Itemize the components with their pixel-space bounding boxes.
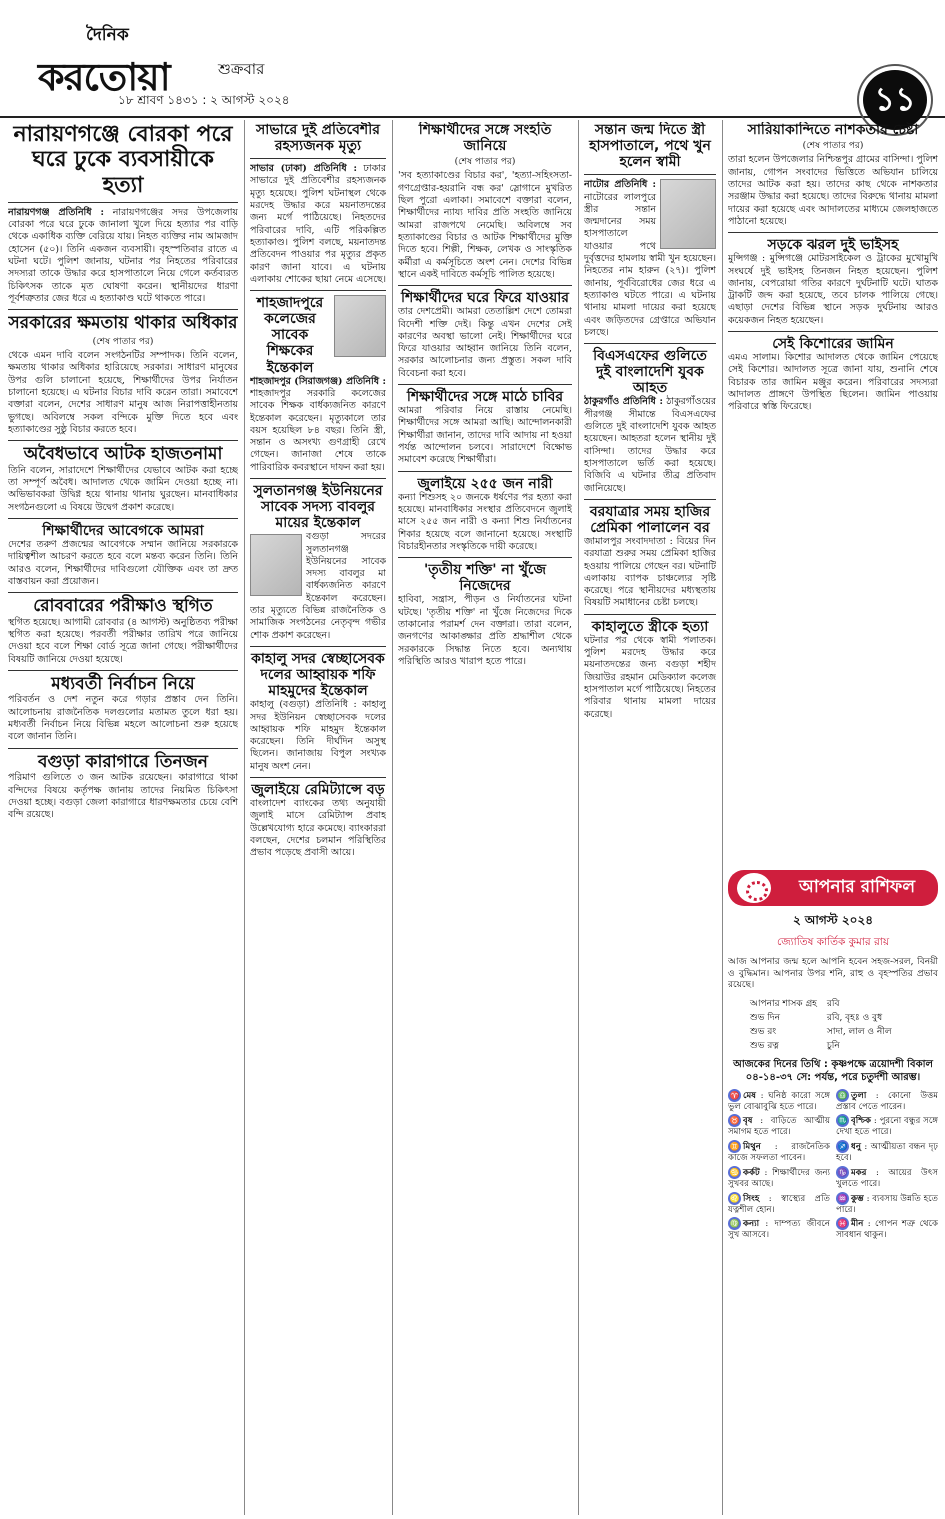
zodiac-sign: ♊ মিথুন : রাজনৈতিক কাজে সফলতা পাবেন। — [728, 1142, 830, 1164]
sign-text: কোনো উত্তম প্রস্তাব পেতে পারেন। — [836, 1090, 938, 1112]
continuation-note: (শেষ পাতার পর) — [92, 336, 154, 347]
article-body: মুন্সিগঞ্জ : মুন্সিগঞ্জে মোটরসাইকেল ও ট্রাকের মুখোমুখি সংঘর্ষে দুই ভাইসহ তিনজন নিহত হয়েছেন। পুলিশ জানায়, বেপরোয়া গতির কারণে দুর্ঘটনাটি ঘটে। ঘাতক ট্রাকটি জব্দ করা হয়েছে, তবে চালক পালিয়ে গেছে। এছাড়া দেশের বিভিন্ন স্থানে সড়ক দুর্ঘটনায় আরও কয়েকজন নিহত হয়েছেন। — [728, 253, 938, 326]
divider — [584, 174, 716, 175]
headline-teen-bail: সেই কিশোরের জামিন — [772, 336, 894, 353]
column-divider — [244, 120, 245, 1515]
article-body: 'সব হত্যাকাণ্ডের বিচার কর', 'হত্যা-সহিংসতা-গণগ্রেপ্তার-হয়রানি বন্ধ কর' স্লোগানে মুখরিত ছিল পুরো এলাকা। সমাবেশে বক্তারা বলেন, শিক্ষার্থীদের ন্যায্য দাবির প্রতি সংহতি জানিয়ে আমরা রাজপথে নেমেছি। অবিলম্বে সব হত্যাকাণ্ডের বিচার ও আটক শিক্ষার্থীদের মুক্তি দিতে হবে। শিল্পী, শিক্ষক, লেখক ও সাংস্কৃতিক কর্মীরা এ কর্মসূচিতে অংশ নেন। দেশের বিভিন্ন স্থানে একই দাবিতে কর্মসূচি পালিত হয়েছে। — [398, 170, 572, 280]
sign-text: স্বাস্থ্যের প্রতি যত্নশীল হোন। — [728, 1193, 831, 1215]
zodiac-icon: ♌ — [729, 1193, 740, 1203]
zodiac-sign: ♉ বৃষ : বাড়িতে আত্মীয় সমাগম হতে পারে। — [728, 1116, 831, 1138]
divider — [250, 777, 386, 778]
column-1 — [8, 122, 238, 1512]
planet-value: সাদা, লাল ও নীল — [826, 1026, 892, 1037]
sign-text: শিক্ষার্থীদের জন্য সুখবর আছে। — [728, 1167, 830, 1189]
sign-name: কর্কট — [743, 1167, 760, 1178]
divider — [398, 557, 572, 558]
article-body: স্থগিত হয়েছে। আগামী রোববার (৪ আগস্ট) অনুষ্ঠিতব্য পরীক্ষা স্থগিত করা হয়েছে। পরবর্তী পরীক্ষার তারিখ পরে জানিয়ে দেওয়া হবে বলে শিক্ষা বোর্ড সূত্রে জানা গেছে। পরীক্ষার্থীদের বিষয়টি জানিয়ে দেওয়া হয়েছে। — [8, 616, 238, 665]
headline-road-accident: সড়কে ঝরল দুই ভাইসহ — [767, 237, 899, 254]
planet-label: আপনার শাসক গ্রহ — [750, 998, 817, 1009]
article-body: শাহজাদপুর সরকারি কলেজের সাবেক শিক্ষক বার্ধক্যজনিত কারণে ইন্তেকাল করেছেন। মৃত্যুকালে তার বয়স হয়েছিল ৮৪ বছর। তিনি স্ত্রী, সন্তান ও অসংখ্য গুণগ্রাহী রেখে গেছেন। জানাজা শেষে তাকে পারিবারিক কবরস্থানে দাফন করা হয়। — [250, 387, 386, 473]
logo-small-text: দৈনিক — [86, 25, 129, 45]
article-body: দেশের তরুণ প্রজন্মের আবেগকে সম্মান জানিয়ে সরকারকে দায়িত্বশীল আচরণ করতে হবে বলে মন্তব্য করেন তিনি। তিনি আরও বলেন, শিক্ষার্থীদের দাবিগুলো যৌক্তিক এবং তা দ্রুত বাস্তবায়ন করা প্রয়োজন। — [8, 539, 238, 587]
article-body: নাটোরের লালপুরে স্ত্রীর সন্তান জন্মদানের সময় হাসপাতালে যাওয়ার পথে দুর্বৃত্তদের হামলায় স্বামী খুন হয়েছেন। নিহতের নাম হারুন (২৭)। পুলিশ জানায়, পূর্ববিরোধের জের ধরে এ হত্যাকাণ্ড ঘটতে পারে। এ ঘটনায় থানায় মামলা দায়ের করা হয়েছে এবং জড়িতদের গ্রেপ্তারে অভিযান চলছে। — [584, 191, 716, 338]
column-3 — [398, 122, 572, 1512]
divider — [8, 592, 238, 593]
headline-student-emotion: শিক্ষার্থীদের আবেগকে আমরা — [42, 522, 204, 539]
horoscope-author: জ্যোতিষ কার্তিক কুমার রায় — [776, 936, 890, 948]
zodiac-icon: ♒ — [837, 1193, 848, 1203]
sign-name: মেষ — [743, 1090, 756, 1101]
sign-name: বৃশ্চিক — [851, 1116, 872, 1127]
sign-text: বাড়িতে আত্মীয় সমাগম হতে পারে। — [728, 1116, 831, 1138]
planet-value: চুনি — [826, 1040, 840, 1051]
continuation-note: (শেষ পাতার পর) — [802, 141, 864, 152]
article-body: কন্যা শিশুসহ ২০ জনকে ধর্ষণের পর হত্যা করা হয়েছে। মানবাধিকার সংস্থার প্রতিবেদনে জুলাই মাসে ২৫৫ জন নারী ও কন্যা শিশু নির্যাতনের শিকার হয়েছে বলে জানানো হয়েছে। সংস্থাটি বিচারহীনতার সংস্কৃতিকে দায়ী করেছে। — [398, 491, 572, 552]
horoscope-title: আপনার রাশিফল — [728, 870, 938, 906]
zodiac-sign: ♒ কুম্ভ : ব্যবসায় উন্নতি হতে পারে। — [836, 1193, 938, 1215]
divider — [398, 285, 572, 286]
divider — [584, 343, 716, 344]
page-number: ১১ — [863, 70, 927, 130]
article-body: নারায়ণগঞ্জের সদর উপজেলায় বোরকা পরে ঘরে ঢুকে জানালা খুলে দিয়ে হত্যার পর বাড়ি থেকে একাধিক ব্যক্তি বেরিয়ে যায়। নিহত ব্যক্তির নাম আমজাদ হোসেন (৫০)। তিনি একজন ব্যবসায়ী। বৃহস্পতিবার রাতে এ ঘটনা ঘটে। পুলিশ জানায়, ঘটনার পর নিহতের পরিবারের সদস্যরা তাকে উদ্ধার করে হাসপাতালে নিয়ে গেলে কর্তব্যরত চিকিৎসক তাকে মৃত ঘোষণা করেন। স্থানীয়দের ধারণা পূর্বশত্রুতার জের ধরে এ হত্যাকাণ্ড ঘটে থাকতে পারে। — [8, 206, 238, 304]
sign-name: সিংহ — [743, 1193, 760, 1204]
zodiac-icon: ♎ — [837, 1090, 848, 1100]
headline-july-women: জুলাইয়ে ২৫৫ জন নারী — [417, 475, 553, 492]
article-body: আমরা পরিবার নিয়ে রাস্তায় নেমেছি। শিক্ষার্থীদের সঙ্গে আমরা আছি। আন্দোলনকারী শিক্ষার্থীরা জানান, তাদের দাবি আদায় না হওয়া পর্যন্ত আন্দোলন চলবে। সারাদেশে বিক্ষোভ সমাবেশ করেছে শিক্ষার্থীরা। — [398, 405, 572, 466]
byline: নারায়ণগঞ্জ প্রতিনিধি : — [8, 206, 104, 218]
divider — [8, 518, 238, 519]
article-body: কাহালু (বগুড়া) প্রতিনিধি : কাহালু সদর ইউনিয়ন স্বেচ্ছাসেবক দলের আহ্বায়ক শফি মাহমুদ ইন্তেকাল করেছেন। তিনি দীর্ঘদিন অসুস্থ ছিলেন। জানাজায় বিপুল সংখ্যক মানুষ অংশ নেন। — [250, 699, 386, 772]
sign-name: মিথুন — [743, 1142, 761, 1153]
headline-bsf: বিএসএফের গুলিতে দুই বাংলাদেশি যুবক আহত — [593, 348, 707, 397]
zodiac-sign: ♌ সিংহ : স্বাস্থ্যের প্রতি যত্নশীল হোন। — [728, 1193, 831, 1215]
headline-government: সরকারের ক্ষমতায় থাকার অধিকার — [8, 313, 238, 334]
planet-value: রবি, বৃহঃ ও বুধ — [826, 1012, 883, 1023]
byline: নাটোর প্রতিনিধি : — [584, 179, 656, 191]
headline-midterm-election: মধ্যবর্তী নির্বাচন নিয়ে — [51, 673, 195, 694]
zodiac-sign: ♋ কর্কট : শিক্ষার্থীদের জন্য সুখবর আছে। — [728, 1167, 830, 1189]
column-5 — [728, 122, 938, 862]
article-body: তারা হলেন উপজেলার নিশ্চিন্তপুর গ্রামের বাসিন্দা। পুলিশ জানায়, গোপন সংবাদের ভিত্তিতে অভিযান চালিয়ে তাদের আটক করা হয়। তাদের কাছ থেকে নাশকতার সরঞ্জাম উদ্ধার করা হয়েছে। তাদের বিরুদ্ধে থানায় মামলা দায়ের করা হয়েছে এবং আদালতের মাধ্যমে জেলহাজতে পাঠানো হয়েছে। — [728, 154, 938, 227]
article-body: পরিমাণ গুলিতে ৩ জন আটক রয়েছেন। কারাগারে থাকা বন্দিদের বিষয়ে কর্তৃপক্ষ জানায় তাদের নিয়মিত চিকিৎসা দেওয়া হচ্ছে। বগুড়া জেলা কারাগারে ধারণক্ষমতার চেয়ে বেশি বন্দি রয়েছে। — [8, 772, 238, 821]
headline-remittance: জুলাইয়ে রেমিট্যান্সে বড় — [251, 782, 385, 799]
column-2 — [250, 122, 386, 1512]
headline-return-home: শিক্ষার্থীদের ঘরে ফিরে যাওয়ার — [400, 290, 570, 307]
article-body: পরিবর্তন ও দেশ নতুন করে গড়ার প্রস্তাব দেন তিনি। আলোচনায় রাজনৈতিক দলগুলোর মতামত তুলে ধরা হয়। মধ্যবর্তী নির্বাচন নিয়ে বিভিন্ন মহলে আলোচনা শুরু হয়েছে বলে জানান তিনি। — [8, 694, 238, 743]
headline-shahjadpur: শাহজাদপুরে কলেজের সাবেক শিক্ষকের ইন্তেকাল — [256, 295, 324, 376]
obituary-photo — [334, 295, 386, 357]
sign-text: গোপন শত্রু থেকে সাবধান থাকুন। — [836, 1219, 938, 1241]
headline-kahalu-volunteer: কাহালু সদর স্বেচ্ছাসেবক দলের আহ্বায়ক শফি মাহমুদের ইন্তেকাল — [251, 650, 385, 700]
sign-name: কন্যা — [743, 1219, 760, 1230]
article-body: বাংলাদেশ ব্যাংকের তথ্য অনুযায়ী জুলাই মাসে রেমিট্যান্স প্রবাহ উল্লেখযোগ্য হারে কমেছে। ব্যাংকাররা বলছেন, দেশের চলমান পরিস্থিতির প্রভাব পড়েছে প্রবাসী আয়ে। — [250, 798, 386, 859]
column-divider — [722, 120, 723, 1515]
obituary-photo — [250, 534, 302, 596]
zodiac-wheel-icon — [734, 870, 774, 906]
article-body: তিনি বলেন, সারাদেশে শিক্ষার্থীদের যেভাবে আটক করা হচ্ছে তা সম্পূর্ণ অবৈধ। আদালত থেকে জামিন দেওয়া হচ্ছে না। অভিভাবকরা উদ্বিগ্ন হয়ে থানায় থানায় ঘুরছেন। মানবাধিকার সংগঠনগুলো এ বিষয়ে উদ্বেগ প্রকাশ করেছে। — [8, 464, 238, 513]
zodiac-icon: ♈ — [729, 1090, 740, 1100]
divider — [728, 232, 938, 233]
planet-table — [748, 996, 902, 1054]
news-photo — [660, 179, 716, 249]
byline: শাহজাদপুর (সিরাজগঞ্জ) প্রতিনিধি : — [250, 375, 386, 387]
zodiac-icon: ♏ — [837, 1116, 848, 1126]
article-body: থেকে এমন দাবি বলেন সংগঠনটির সম্পাদক। তিনি বলেন, ক্ষমতায় থাকার অধিকার হারিয়েছে সরকার। সাধারণ মানুষের উপর গুলি চালানো হয়েছে, শিক্ষার্থীদের উপর নির্যাতন চালানো হয়েছে। এ ঘটনার বিচার দাবি করেন তারা। সমাবেশে বক্তারা বলেন, দেশের সাধারণ মানুষ আজ নিরাপত্তাহীনতায় ভুগছে। অবিলম্বে সকল বন্দিকে মুক্তি দিতে হবে এবং হত্যাকাণ্ডের সুষ্ঠু বিচার করতে হবে। — [8, 350, 238, 435]
divider — [584, 499, 716, 500]
sign-name: ধনু — [851, 1142, 861, 1153]
headline-exam-postponed: রোববারের পরীক্ষাও স্থগিত — [33, 596, 213, 617]
divider — [398, 471, 572, 472]
article-body: তার দেশপ্রেমী। আমরা তেতাল্লিশ দেশে তোমরা বিদেশী শক্তি দেই। কিন্তু এখন দেশের সেই কারণের অবস্থা ভালো নেই। শিক্ষার্থীদের ঘরে ফিরে যাওয়ার আহ্বান জানিয়ে তিনি বলেন, সরকার আলোচনার জন্য প্রস্তুত। সকল দাবি বিবেচনা করা হবে। — [398, 306, 572, 379]
publication-date: ১৮ শ্রাবণ ১৪৩১ : ২ আগস্ট ২০২৪ — [118, 93, 290, 107]
zodiac-sign: ♎ তুলা : কোনো উত্তম প্রস্তাব পেতে পারেন। — [836, 1090, 938, 1112]
byline: সাভার (ঢাকা) প্রতিনিধি : — [250, 163, 357, 175]
divider — [584, 614, 716, 615]
masthead — [0, 0, 945, 118]
horoscope-date: ২ আগস্ট ২০২৪ — [792, 913, 874, 927]
divider — [250, 478, 386, 479]
column-4 — [584, 122, 716, 1512]
headline-kahalu-wife: কাহালুতে স্ত্রীকে হত্যা — [591, 618, 709, 635]
zodiac-signs-grid — [728, 1089, 938, 1242]
article-body: ঠাকুরগাঁওয়ের পীরগঞ্জ সীমান্তে বিএসএফের গুলিতে দুই বাংলাদেশি যুবক আহত হয়েছেন। আহতরা হলেন স্থানীয় দুই বাসিন্দা। তাদের উদ্ধার করে হাসপাতালে ভর্তি করা হয়েছে। বিজিবি এ ঘটনার তীব্র প্রতিবাদ জানিয়েছে। — [584, 396, 716, 494]
sign-text: রাজনৈতিক কাজে সফলতা পাবেন। — [728, 1142, 830, 1164]
headline-sultanganj: সুলতানগঞ্জ ইউনিয়নের সাবেক সদস্য বাবলুর মায়ের ইন্তেকাল — [253, 483, 383, 532]
divider — [728, 331, 938, 332]
article-body: হাবিবা, সন্ত্রাস, পীড়ন ও নির্যাতনের ঘটনা ঘটছে। 'তৃতীয় শক্তি' না খুঁজে নিজেদের দিকে তাকানোর পরামর্শ দেন বক্তারা। তারা বলেন, জনগণের আকাঙ্ক্ষার প্রতি শ্রদ্ধাশীল থেকে সরকারকে সিদ্ধান্ত নিতে হবে। অন্যথায় পরিস্থিতি আরও খারাপ হতে পারে। — [398, 594, 572, 667]
sign-text: ঘনিষ্ঠ কারো সঙ্গে ভুল বোঝাবুঝি হতে পারে। — [728, 1090, 831, 1112]
article-body: বগুড়া সদরের সুলতানগঞ্জ ইউনিয়নের সাবেক সদস্য বাবলুর মা বার্ধক্যজনিত কারণে ইন্তেকাল করেছেন। তার মৃত্যুতে বিভিন্ন রাজনৈতিক ও সামাজিক সংগঠনের নেতৃবৃন্দ গভীর শোক প্রকাশ করেছেন। — [250, 531, 386, 641]
publication-day: শুক্রবার — [218, 60, 265, 78]
logo-name: করতোয়া — [38, 54, 170, 99]
sign-name: তুলা — [851, 1090, 867, 1101]
sign-text: আয়ের উৎস খুলতে পারে। — [836, 1167, 938, 1189]
horoscope-header — [728, 870, 938, 906]
zodiac-sign: ♐ ধনু : আত্মীয়তা বন্ধন দৃঢ় হবে। — [836, 1142, 938, 1164]
sign-name: মকর — [851, 1167, 867, 1178]
sign-text: পুরনো বন্ধুর সঙ্গে দেখা হতে পারে। — [836, 1116, 938, 1138]
divider — [8, 440, 238, 441]
divider — [250, 158, 386, 159]
divider — [250, 290, 386, 291]
column-divider — [578, 120, 579, 1515]
headline-field: শিক্ষার্থীদের সঙ্গে মাঠে চাবির — [406, 389, 564, 406]
headline-narayanganj: নারায়ণগঞ্জে বোরকা পরে ঘরে ঢুকে ব্যবসায়ীকে হত্যা — [13, 122, 233, 198]
column-divider — [392, 120, 393, 1515]
divider — [398, 384, 572, 385]
headline-bogura-jail: বগুড়া কারাগারে তিনজন — [38, 751, 208, 772]
headline-solidarity: শিক্ষার্থীদের সঙ্গে সংহতি জানিয়ে — [418, 122, 552, 155]
zodiac-sign: ♍ কন্যা : দাম্পত্য জীবনে সুখ আসবে। — [728, 1219, 831, 1241]
sign-name: কুম্ভ — [851, 1193, 864, 1204]
sign-text: ব্যবসায় উন্নতি হতে পারে। — [836, 1193, 938, 1215]
divider — [8, 309, 238, 310]
headline-groom-fled: বরযাত্রার সময় হাজির প্রেমিকা পালালেন বর — [589, 503, 711, 536]
tithi-notice: আজকের দিনের তিথি : কৃষ্ণপক্ষে ত্রয়োদশী বিকাল ০৪-১৪-৩৭ সে: পর্যন্ত, পরে চতুর্দশী আরম্ভ। — [733, 1058, 933, 1083]
headline-sariakandi: সারিয়াকান্দিতে নাশকতার চেষ্টা — [747, 122, 919, 138]
horoscope-box — [728, 870, 938, 1510]
article-body: এমএ সালাম। কিশোর আদালত থেকে জামিন পেয়েছে সেই কিশোর। আদালত সূত্রে জানা যায়, শুনানি শেষে বিচারক তার জামিন মঞ্জুর করেন। পরিবারের সদস্যরা আদালত প্রাঙ্গণে উপস্থিত ছিলেন। জামিন পাওয়ায় পরিবারে স্বস্তি ফিরেছে। — [728, 352, 938, 413]
zodiac-sign: ♏ বৃশ্চিক : পুরনো বন্ধুর সঙ্গে দেখা হতে পারে। — [836, 1116, 938, 1138]
headline-childbirth: সন্তান জন্ম দিতে স্ত্রী হাসপাতালে, পথে খুন হলেন স্বামী — [589, 122, 711, 171]
continuation-note: (শেষ পাতার পর) — [454, 157, 516, 168]
article-body: জামালপুর সংবাদদাতা : বিয়ের দিন বরযাত্রা শুরুর সময় প্রেমিকা হাজির হওয়ায় পালিয়ে গেছেন বর। ঘটনাটি এলাকায় ব্যাপক চাঞ্চল্যের সৃষ্টি করেছে। পরে স্থানীয়দের মধ্যস্থতায় বিষয়টি সমাধানের চেষ্টা চলছে। — [584, 535, 716, 609]
zodiac-icon: ♍ — [729, 1219, 740, 1229]
article-body: ঢাকার সাভারে দুই প্রতিবেশীর রহস্যজনক মৃত্যু হয়েছে। পুলিশ ঘটনাস্থল থেকে মরদেহ উদ্ধার করে ময়নাতদন্তের জন্য মর্গে পাঠিয়েছে। নিহতদের পরিবারের দাবি, এটি পরিকল্পিত হত্যাকাণ্ড। পুলিশ বলছে, ময়নাতদন্ত প্রতিবেদন পাওয়ার পর মৃত্যুর প্রকৃত কারণ জানা যাবে। এ ঘটনায় এলাকায় শোকের ছায়া নেমে এসেছে। — [250, 163, 386, 285]
byline: ঠাকুরগাঁও প্রতিনিধি : — [584, 396, 663, 408]
planet-label: শুভ দিন — [750, 1012, 780, 1023]
zodiac-sign: ♈ মেষ : ঘনিষ্ঠ কারো সঙ্গে ভুল বোঝাবুঝি হতে পারে। — [728, 1090, 831, 1112]
zodiac-sign: ♑ মকর : আয়ের উৎস খুলতে পারে। — [836, 1167, 938, 1189]
headline-third-force: 'তৃতীয় শক্তি' না খুঁজে নিজেদের — [423, 562, 547, 595]
zodiac-icon: ♋ — [729, 1167, 740, 1177]
divider — [8, 748, 238, 749]
planet-value: রবি — [826, 998, 840, 1009]
zodiac-icon: ♓ — [837, 1219, 848, 1229]
zodiac-icon: ♑ — [837, 1167, 848, 1177]
divider — [250, 646, 386, 647]
sign-name: মীন — [851, 1219, 864, 1230]
headline-savar: সাভারে দুই প্রতিবেশীর রহস্যজনক মৃত্যু — [256, 122, 380, 155]
zodiac-icon: ♊ — [729, 1142, 740, 1152]
planet-label: শুভ রং — [750, 1026, 777, 1037]
zodiac-icon: ♐ — [837, 1142, 848, 1152]
headline-illegal-arrest: অবৈধভাবে আটক হাজতনামা — [23, 444, 223, 465]
divider — [8, 670, 238, 671]
divider — [8, 202, 238, 203]
article-body: ঘটনার পর থেকে স্বামী পলাতক। পুলিশ মরদেহ উদ্ধার করে ময়নাতদন্তের জন্য বগুড়া শহীদ জিয়াউর রহমান মেডিক্যাল কলেজ হাসপাতাল মর্গে পাঠিয়েছে। নিহতের পরিবার থানায় মামলা দায়ের করেছে। — [584, 634, 716, 720]
horoscope-intro: আজ আপনার জন্ম হলে আপনি হবেন সহজ-সরল, বিনয়ী ও বুদ্ধিমান। আপনার উপর শনি, রাহু ও বৃহস্পতির প্রভাব রয়েছে। — [728, 957, 938, 990]
sign-name: বৃষ — [743, 1116, 753, 1127]
zodiac-sign: ♓ মীন : গোপন শত্রু থেকে সাবধান থাকুন। — [836, 1219, 938, 1241]
sign-text: আত্মীয়তা বন্ধন দৃঢ় হবে। — [836, 1142, 938, 1164]
zodiac-icon: ♉ — [729, 1116, 740, 1126]
planet-label: শুভ রত্ন — [750, 1040, 779, 1051]
sign-text: দাম্পত্য জীবনে সুখ আসবে। — [728, 1219, 831, 1241]
